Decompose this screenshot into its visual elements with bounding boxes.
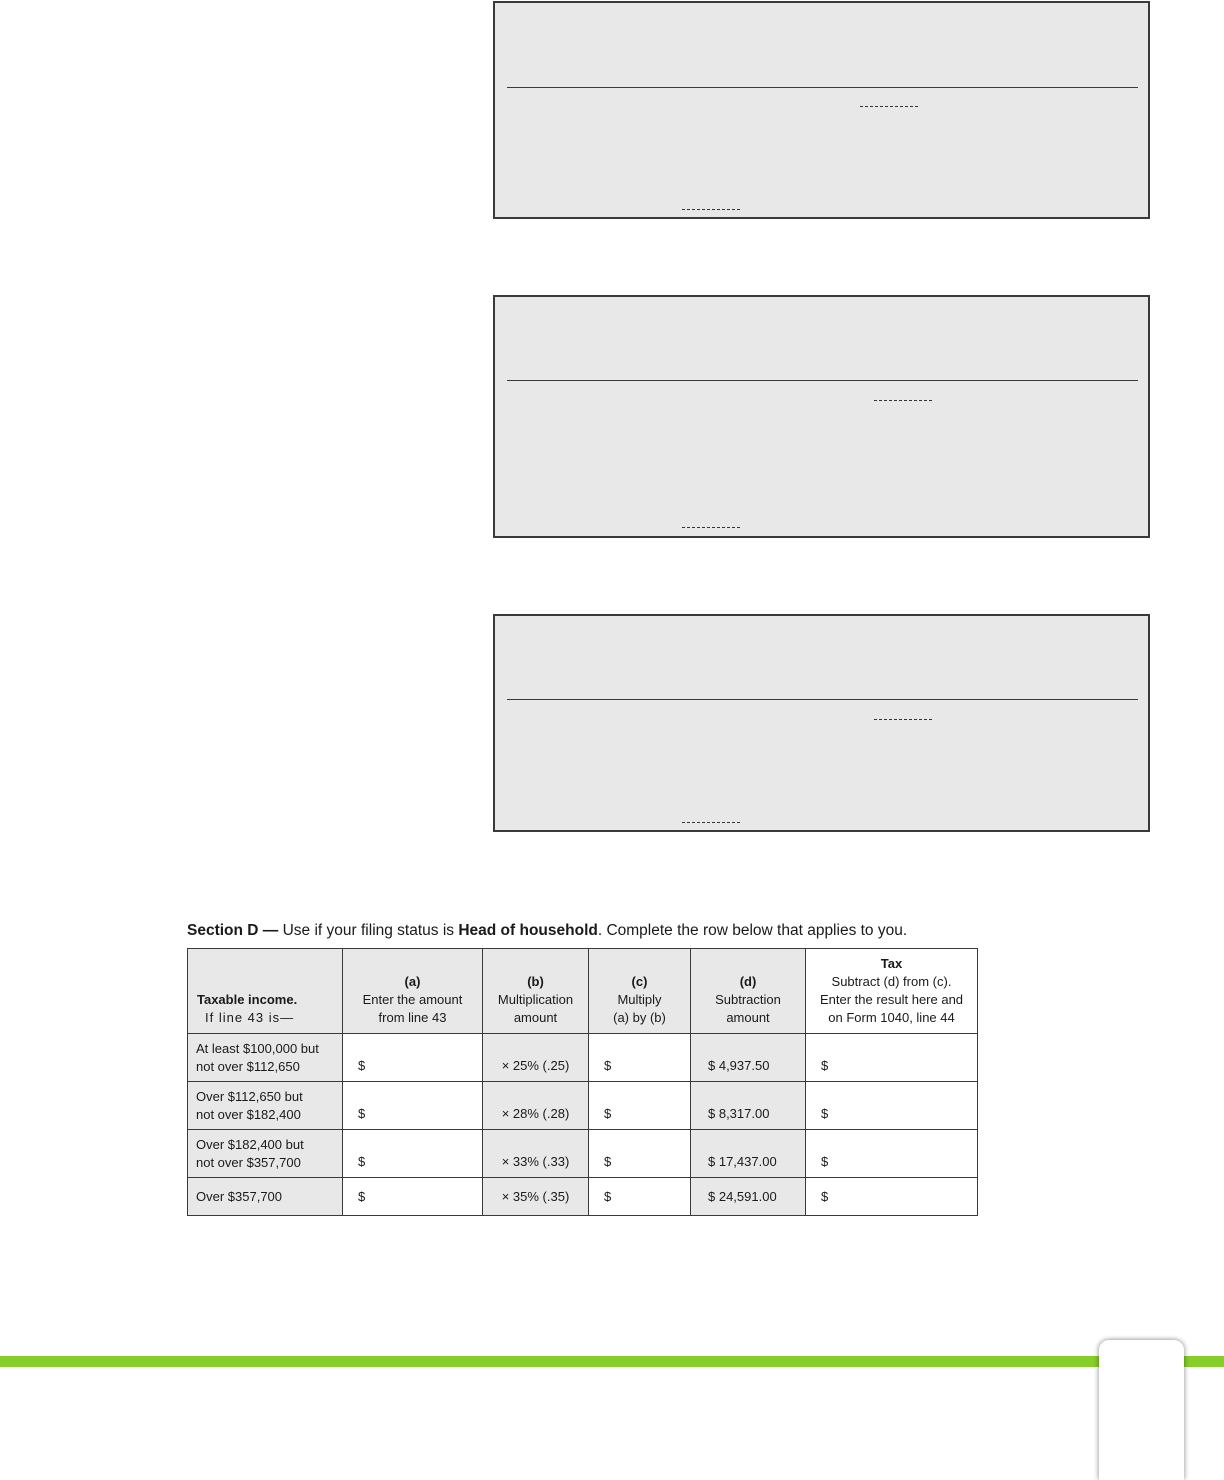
dotted-leader xyxy=(860,106,918,107)
section-text-before: Use if your filing status is xyxy=(282,922,459,939)
header-d-text-1: Subtraction xyxy=(715,992,781,1007)
amount-c-field[interactable]: $ xyxy=(589,1130,691,1178)
dotted-leader xyxy=(874,719,932,720)
income-range xyxy=(188,1034,343,1082)
income-range-line-2: not over $112,650 xyxy=(196,1058,300,1074)
section-text-after: . Complete the row below that applies to you. xyxy=(597,922,908,939)
header-taxable-income xyxy=(188,949,343,1034)
dotted-leader xyxy=(874,400,932,401)
tax-result-field[interactable]: $ xyxy=(806,1082,978,1130)
subtraction-amount: $ 17,437.00 xyxy=(691,1130,806,1178)
tax-result-field[interactable]: $ xyxy=(806,1178,978,1216)
amount-a-field[interactable]: $ xyxy=(343,1082,483,1130)
tax-result-field[interactable]: $ xyxy=(806,1034,978,1082)
table-row xyxy=(188,1130,978,1178)
filing-status: Head of household xyxy=(458,922,598,939)
header-col-b xyxy=(483,949,589,1034)
income-range-line-1: At least $100,000 but xyxy=(196,1040,319,1056)
dotted-leader xyxy=(682,209,740,210)
header-tax-title: Tax xyxy=(880,956,903,971)
header-tax-text-2: Enter the result here and xyxy=(819,992,964,1007)
section-dash: — xyxy=(258,922,283,939)
header-tax-text-3: on Form 1040, line 44 xyxy=(828,1010,955,1025)
amount-a-field[interactable]: $ xyxy=(343,1034,483,1082)
header-col-c xyxy=(589,949,691,1034)
header-c-text-2: (a) by (b) xyxy=(613,1010,666,1025)
footer-accent-bar xyxy=(0,1356,1224,1367)
multiplier: × 28% (.28) xyxy=(483,1082,589,1130)
header-b-text-1: Multiplication xyxy=(497,992,574,1007)
income-range-line-1: Over $112,650 but xyxy=(196,1088,303,1104)
amount-c-field[interactable]: $ xyxy=(589,1034,691,1082)
header-a-letter: (a) xyxy=(404,974,421,989)
multiplier: × 33% (.33) xyxy=(483,1130,589,1178)
header-a-text-2: from line 43 xyxy=(378,1010,447,1025)
income-range-line-1: Over $357,700 xyxy=(196,1188,283,1204)
header-d-letter: (d) xyxy=(739,974,757,989)
header-b-letter: (b) xyxy=(527,974,544,989)
header-if-line: If line 43 is— xyxy=(205,1010,295,1025)
panel-divider xyxy=(507,87,1138,88)
worksheet-panel-2 xyxy=(493,295,1150,538)
multiplier: × 35% (.35) xyxy=(483,1178,589,1216)
page-tab xyxy=(1099,1340,1184,1480)
header-col-tax xyxy=(806,949,978,1034)
income-range xyxy=(188,1082,343,1130)
section-label: Section D xyxy=(187,922,259,939)
amount-c-field[interactable]: $ xyxy=(589,1082,691,1130)
table-header-row xyxy=(188,949,978,1034)
amount-a-field[interactable]: $ xyxy=(343,1178,483,1216)
table-row xyxy=(188,1034,978,1082)
header-a-text-1: Enter the amount xyxy=(362,992,463,1007)
income-range-line-1: Over $182,400 but xyxy=(196,1136,304,1152)
table-row xyxy=(188,1178,978,1216)
multiplier: × 25% (.25) xyxy=(483,1034,589,1082)
section-d-heading xyxy=(187,922,987,940)
income-range xyxy=(188,1178,343,1216)
header-c-text-1: Multiply xyxy=(617,992,662,1007)
worksheet-panel-1 xyxy=(493,1,1150,219)
subtraction-amount: $ 8,317.00 xyxy=(691,1082,806,1130)
amount-c-field[interactable]: $ xyxy=(589,1178,691,1216)
amount-a-field[interactable]: $ xyxy=(343,1130,483,1178)
panel-divider xyxy=(507,699,1138,700)
header-col-d xyxy=(691,949,806,1034)
tax-result-field[interactable]: $ xyxy=(806,1130,978,1178)
header-d-text-2: amount xyxy=(726,1010,770,1025)
header-taxable-income-label: Taxable income. xyxy=(197,992,298,1007)
income-range-line-2: not over $182,400 xyxy=(196,1106,301,1122)
header-b-text-2: amount xyxy=(513,1010,558,1025)
income-range-line-2: not over $357,700 xyxy=(196,1154,301,1170)
dotted-leader xyxy=(682,822,740,823)
table-row xyxy=(188,1082,978,1130)
header-col-a xyxy=(343,949,483,1034)
dotted-leader xyxy=(682,527,740,528)
header-tax-text-1: Subtract (d) from (c). xyxy=(831,974,952,989)
worksheet-panel-3 xyxy=(493,614,1150,832)
tax-computation-table xyxy=(187,948,978,1216)
subtraction-amount: $ 24,591.00 xyxy=(691,1178,806,1216)
panel-divider xyxy=(507,380,1138,381)
income-range xyxy=(188,1130,343,1178)
header-c-letter: (c) xyxy=(631,974,648,989)
subtraction-amount: $ 4,937.50 xyxy=(691,1034,806,1082)
